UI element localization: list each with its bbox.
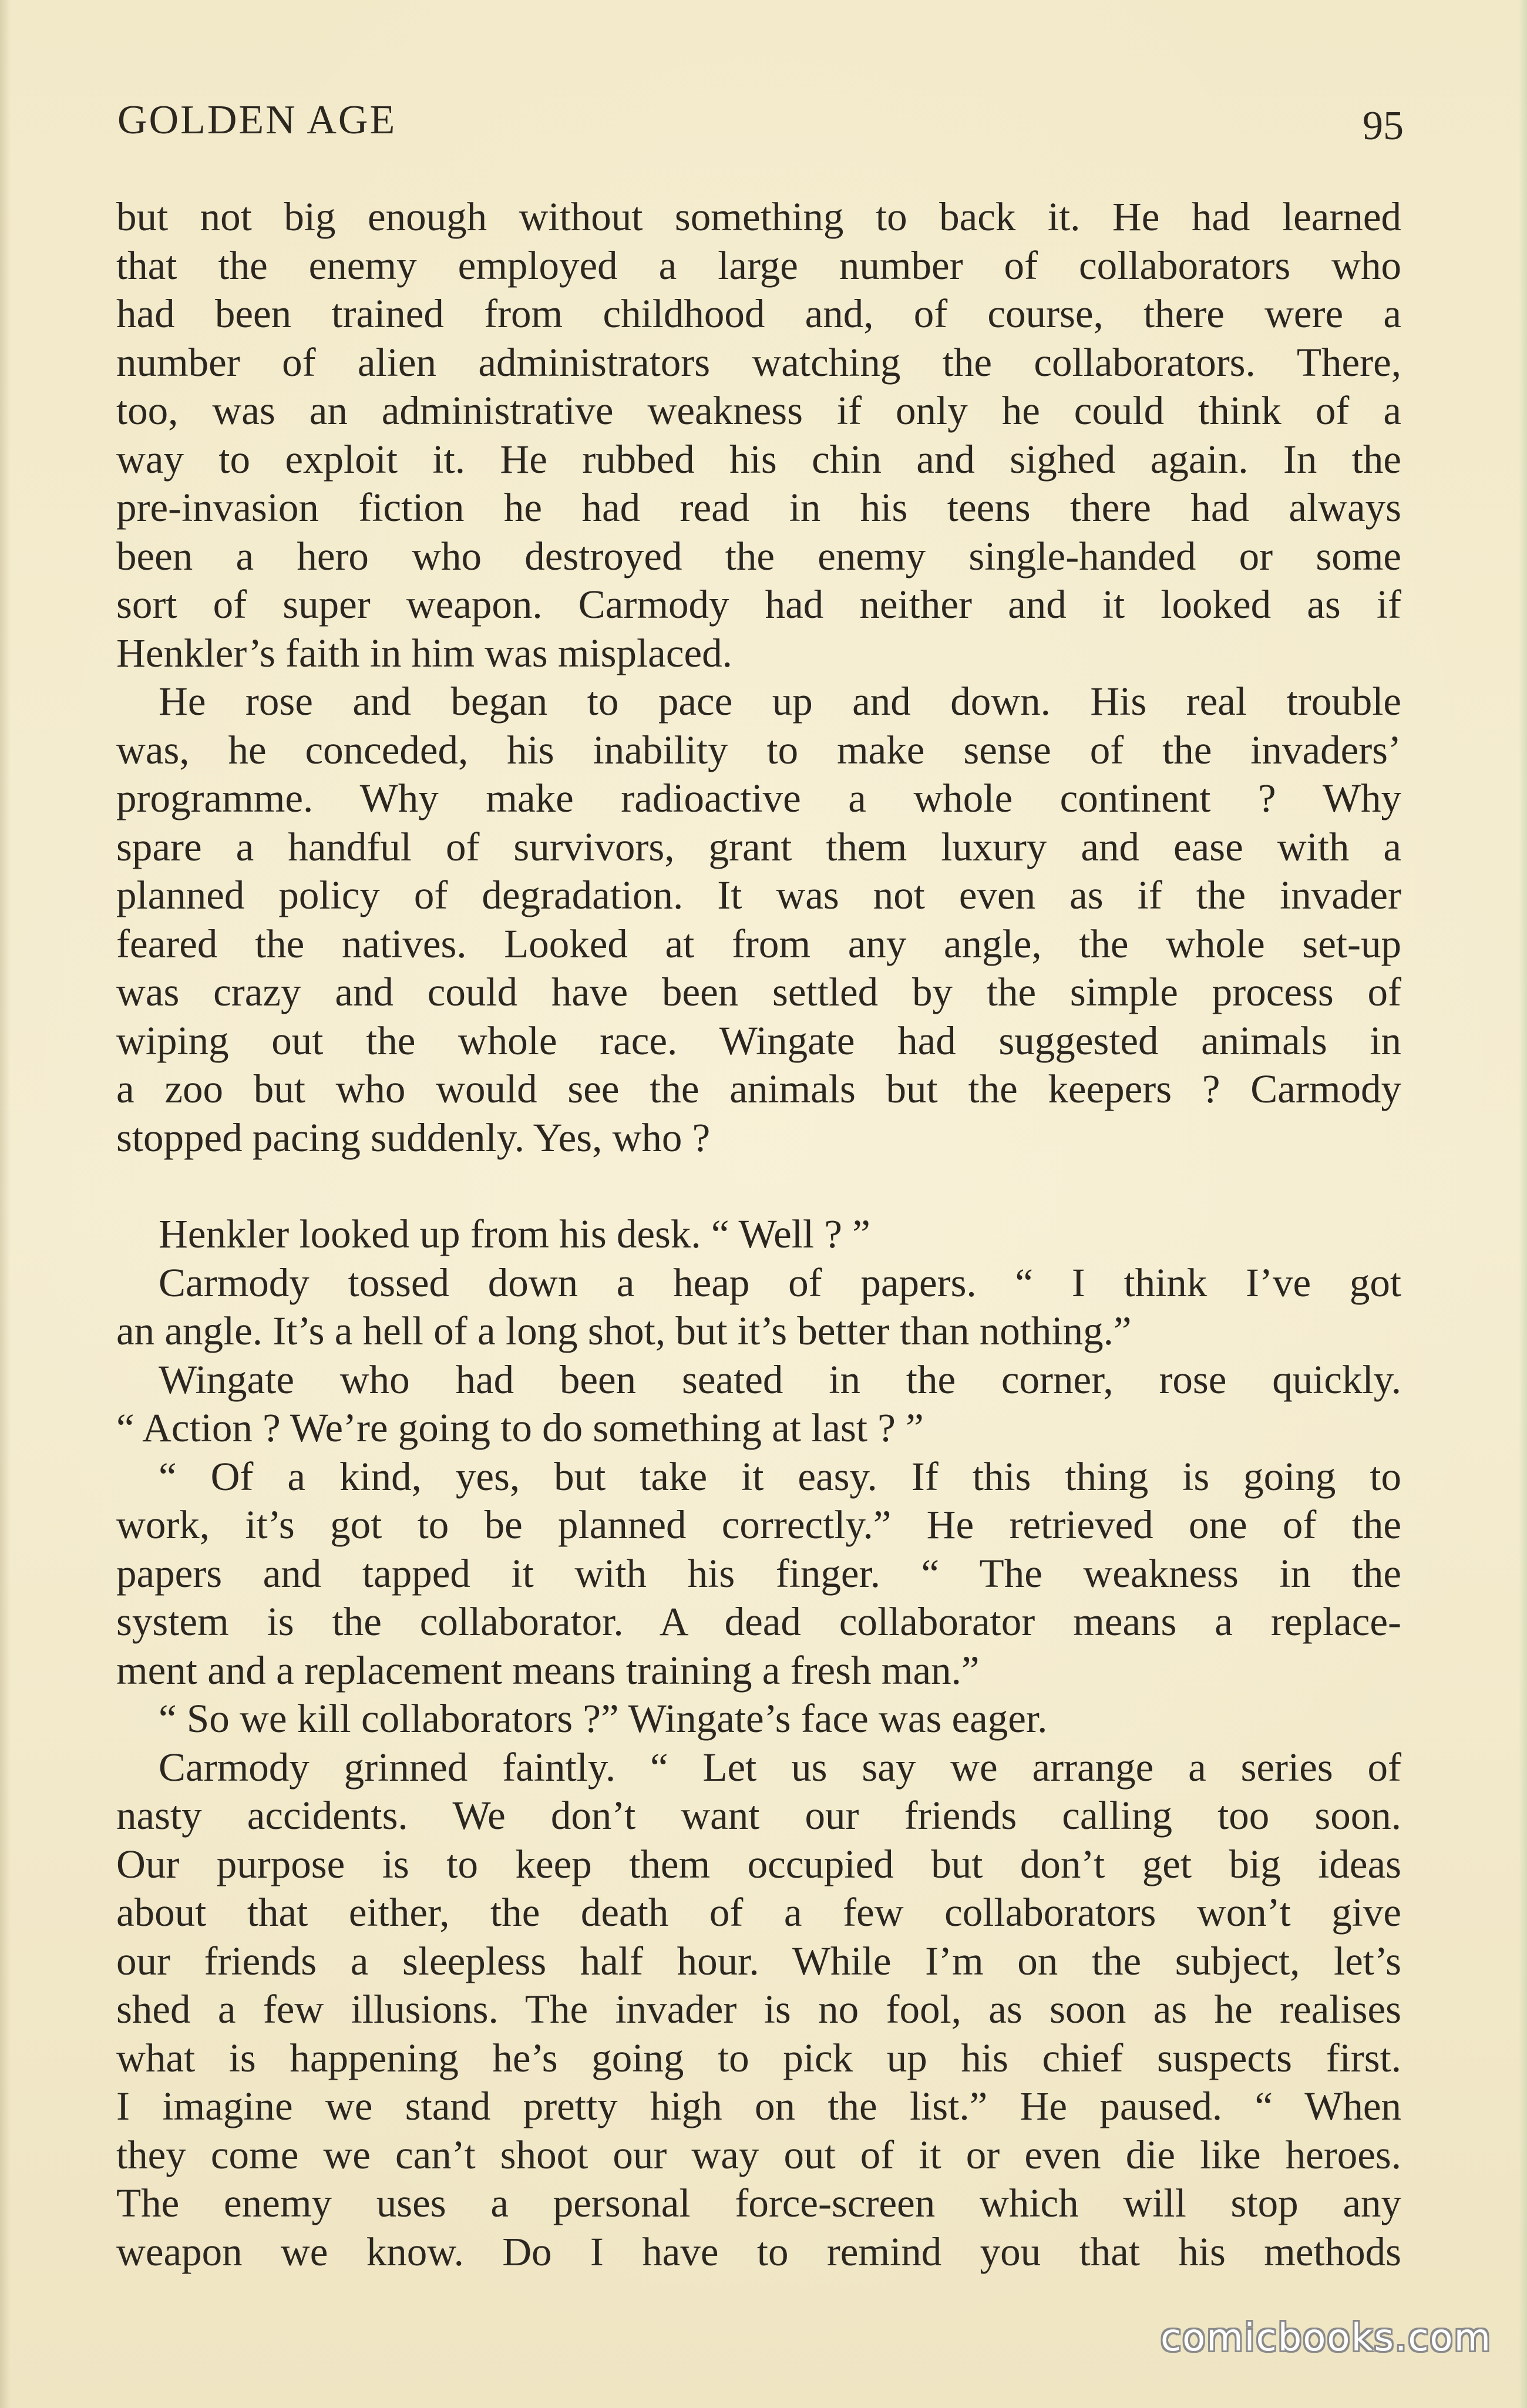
page-header (117, 97, 1404, 156)
text-line: was crazy and could have been settled by the simple process of (116, 970, 1401, 1014)
text-line: pre-invasion fiction he had read in his teens there had always (116, 485, 1401, 530)
text-line: papers and tapped it with his finger. “ The weakness in the (116, 1551, 1401, 1596)
text-line: about that either, the death of a few collaborators won’t give (116, 1890, 1401, 1935)
text-line: wiping out the whole race. Wingate had suggested animals in (116, 1018, 1401, 1063)
page-edge-tint (1519, 0, 1527, 2408)
text-line: Carmody grinned faintly. “ Let us say we arrange a series of (159, 1744, 1401, 1790)
paragraph (116, 1210, 1401, 1259)
text-line: our friends a sleepless half hour. While I’m on the subject, let’s (116, 1938, 1401, 1983)
text-line: was, he conceded, his inability to make sense of the invaders’ (116, 727, 1401, 772)
text-line: Our purpose is to keep them occupied but don’t get big ideas (116, 1841, 1401, 1886)
text-line: programme. Why make radioactive a whole continent ? Why (116, 776, 1401, 820)
paragraph (116, 677, 1401, 1162)
text-line: The enemy uses a personal force-screen which will stop any (116, 2181, 1401, 2225)
text-line: Henkler looked up from his desk. “ Well ? ” (159, 1212, 870, 1256)
text-line: system is the collaborator. A dead collaborator means a replace- (116, 1599, 1401, 1644)
text-line: feared the natives. Looked at from any angle, the whole set-up (116, 921, 1401, 966)
text-line: I imagine we stand pretty high on the list.” He paused. “ When (116, 2084, 1401, 2128)
text-line: an angle. It’s a hell of a long shot, but it’s better than nothing.” (116, 1309, 1132, 1353)
text-line: nasty accidents. We don’t want our friends calling too soon. (116, 1793, 1401, 1838)
page-number: 95 (1363, 103, 1404, 149)
text-line: been a hero who destroyed the enemy single-handed or some (116, 533, 1401, 579)
paragraph (116, 1694, 1401, 1743)
section-break (116, 1162, 1401, 1210)
text-line: stopped pacing suddenly. Yes, who ? (116, 1115, 711, 1160)
text-line: He rose and began to pace up and down. His real trouble (159, 679, 1401, 724)
text-line: shed a few illusions. The invader is no fool, as soon as he realises (116, 1987, 1401, 2032)
text-line: too, was an administrative weakness if only he could think of a (116, 388, 1401, 433)
text-line: sort of super weapon. Carmody had neither and it looked as if (116, 582, 1401, 627)
text-line: Henkler’s faith in him was misplaced. (116, 630, 732, 675)
page-edge-shadow (0, 0, 11, 2408)
text-line: “ Action ? We’re going to do something at last ? ” (116, 1405, 924, 1450)
text-line: number of alien administrators watching the collaborators. There, (116, 339, 1401, 385)
text-line: ment and a replacement means training a fresh man.” (116, 1647, 980, 1693)
text-line: way to exploit it. He rubbed his chin and sighed again. In the (116, 436, 1401, 482)
watermark: comicbooks.com (1160, 2316, 1492, 2360)
text-line: Wingate who had been seated in the corner, rose quickly. (159, 1357, 1401, 1402)
text-line: weapon we know. Do I have to remind you that his methods (116, 2229, 1401, 2274)
text-line: “ So we kill collaborators ?” Wingate’s face was eager. (159, 1696, 1048, 1741)
paragraph (116, 1356, 1401, 1452)
text-line: spare a handful of survivors, grant them luxury and ease with a (116, 824, 1401, 869)
running-head: GOLDEN AGE (117, 97, 397, 143)
text-line: but not big enough without something to back it. He had learned (116, 194, 1401, 239)
text-line: planned policy of degradation. It was not even as if the invader (116, 873, 1401, 917)
text-line: what is happening he’s going to pick up his chief suspects first. (116, 2035, 1401, 2080)
text-line: that the enemy employed a large number of collaborators who (116, 243, 1401, 288)
text-line: Carmody tossed down a heap of papers. “ I think I’ve got (159, 1260, 1401, 1305)
text-line: “ Of a kind, yes, but take it easy. If this thing is going to (159, 1454, 1401, 1499)
text-line: had been trained from childhood and, of course, there were a (116, 291, 1401, 336)
paragraph (116, 1743, 1401, 2276)
body-text (116, 193, 1401, 2276)
text-line: a zoo but who would see the animals but the keepers ? Carmody (116, 1067, 1401, 1111)
paragraph (116, 193, 1401, 677)
paragraph (116, 1259, 1401, 1356)
text-line: they come we can’t shoot our way out of it or even die like heroes. (116, 2132, 1401, 2177)
text-line: work, it’s got to be planned correctly.” He retrieved one of the (116, 1502, 1401, 1547)
paragraph (116, 1452, 1401, 1695)
